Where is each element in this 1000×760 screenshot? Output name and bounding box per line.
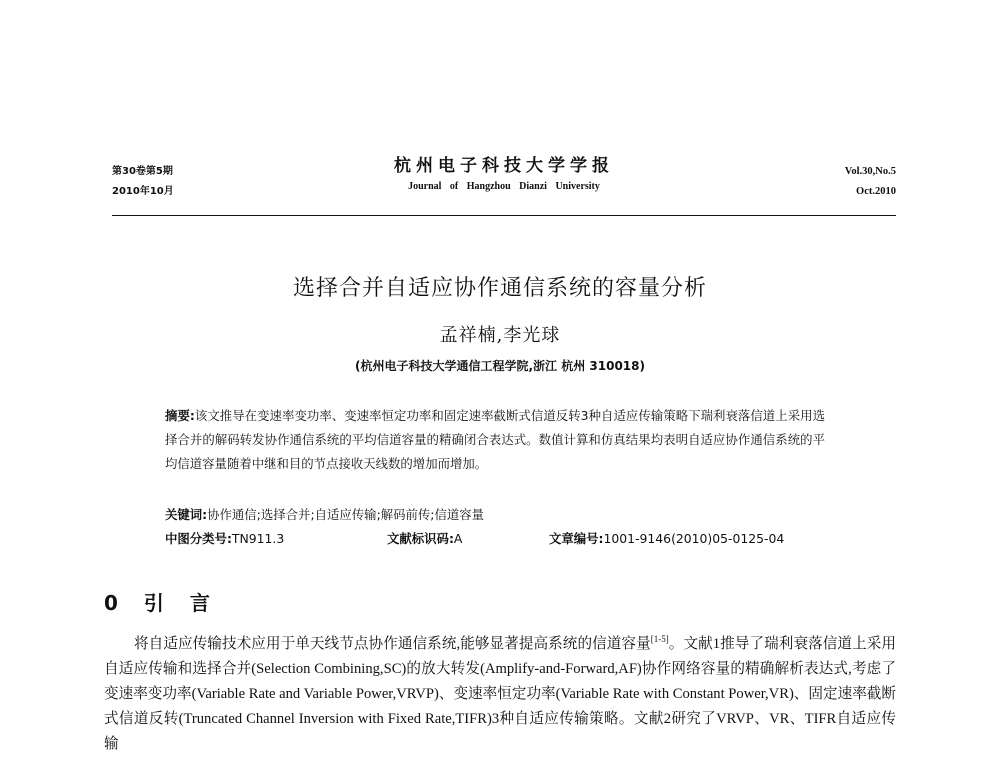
clc-number <box>165 528 284 550</box>
keywords-text: 协作通信;选择合并;自适应传输;解码前传;信道容量 <box>207 507 485 522</box>
body-text-part1: 将自适应传输技术应用于单天线节点协作通信系统,能够显著提高系统的信道容量 <box>134 636 651 652</box>
publication-date-cn: 2010年10月 <box>112 186 174 197</box>
clc-label: 中图分类号: <box>165 531 232 546</box>
publication-date-en: Oct.2010 <box>856 186 896 197</box>
volume-issue-en: Vol.30,No.5 <box>844 166 896 177</box>
abstract-text: 该文推导在变速率变功率、变速率恒定功率和固定速率截断式信道反转3种自适应传输策略下瑞利衰落信道上采用选择合并的解码转发协作通信系统的平均信道容量的精确闭合表达式。数值计算和仿真结果均表明自适应协作通信系统的平均信道容量随着中继和目的节点接收天线数的增加而增加。 <box>165 408 825 471</box>
journal-name-cn: 杭州电子科技大学学报 <box>394 156 614 176</box>
journal-name-en: Journal of Hangzhou Dianzi University <box>408 181 600 192</box>
article-title: 选择合并自适应协作通信系统的容量分析 <box>292 276 707 301</box>
document-code <box>387 528 462 550</box>
article-authors: 孟祥楠,李光球 <box>439 325 561 346</box>
keywords <box>165 504 825 526</box>
volume-issue-cn: 第30卷第5期 <box>112 166 173 177</box>
article-number <box>549 528 784 550</box>
header-right <box>845 162 896 202</box>
keywords-label: 关键词: <box>165 507 208 522</box>
body-text-part2: 。文献1推导了瑞利衰落信道上采用自适应传输和选择合并(Selection Combining,SC)的放大转发(Amplify-and-Forward,AF)协作网络容量的精确解析表达式,考虑了变速率变功率(Variable Rate and Variable Power,VRVP)、变速率恒定功率(Variable Rate with Constant Power,VR)、固定速率截断式信道反转(Truncated Channel Inversion with Fixed Rate,TIFR)3种自适应传输策略。文献2研究了VRVP、VR、TIFR自适应传输 <box>104 636 896 752</box>
article-number-label: 文章编号: <box>549 531 604 546</box>
clc-value: TN911.3 <box>231 531 285 546</box>
section-title: 引言 <box>143 591 236 615</box>
header-divider <box>112 215 896 216</box>
header-center <box>112 154 896 196</box>
section-number: 0 <box>104 591 118 615</box>
classification-line <box>165 528 825 550</box>
author-affiliation: (杭州电子科技大学通信工程学院,浙江 杭州 310018) <box>355 359 645 373</box>
abstract-label: 摘要: <box>165 408 195 423</box>
document-code-value: A <box>453 531 463 546</box>
document-code-label: 文献标识码: <box>387 531 454 546</box>
article-number-value: 1001-9146(2010)05-0125-04 <box>603 531 785 546</box>
citation-ref: [1-5] <box>650 634 669 645</box>
abstract <box>165 404 825 476</box>
section-heading <box>104 588 236 618</box>
running-header <box>112 150 896 206</box>
body-paragraph <box>104 632 896 757</box>
